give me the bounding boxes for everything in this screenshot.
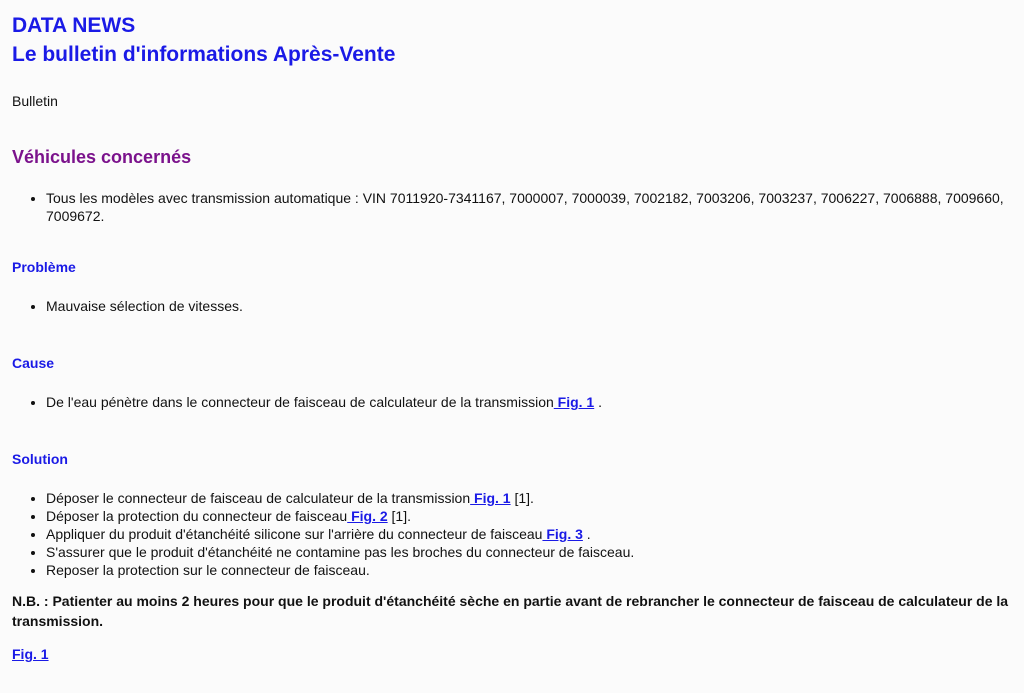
figure-section — [12, 645, 1012, 663]
solution-fig2-link[interactable]: Fig. 2 — [347, 508, 388, 524]
problem-heading: Problème — [12, 259, 76, 275]
vehicle-item: • Tous les modèles avec transmission automatique : VIN 7011920-7341167, 7000007, 7000039, 7002182, 7003206, 7003237, 7006227, 7006888, 7009660, 7009672. — [46, 189, 1012, 225]
solution-fig1-link[interactable]: Fig. 1 — [470, 490, 511, 506]
solution-list — [12, 489, 1012, 579]
solution-heading: Solution — [12, 451, 68, 467]
solution-step-suffix: . — [582, 526, 591, 542]
solution-step — [46, 525, 1012, 543]
cause-text: De l'eau pénètre dans le connecteur de faisceau de calculateur de la transmission — [46, 394, 554, 410]
solution-step-suffix: [1]. — [387, 508, 412, 524]
solution-step — [46, 507, 1012, 525]
vehicles-heading: Véhicules concernés — [12, 147, 192, 167]
brand-title: DATA NEWS — [12, 14, 136, 37]
cause-heading: Cause — [12, 355, 55, 371]
note-warning: N.B. : Patienter au moins 2 heures pour que le produit d'étanchéité sèche en partie avant de rebrancher le connecteur de faisceau de calculateur de la transmission. — [12, 593, 1009, 629]
cause-item — [46, 393, 1012, 411]
solution-step-text: Déposer le connecteur de faisceau de calculateur de la transmission — [46, 490, 471, 506]
solution-step-text: Déposer la protection du connecteur de faisceau — [46, 508, 348, 524]
figure-1-link[interactable]: Fig. 1 — [12, 646, 49, 662]
solution-step-text: S'assurer que le produit d'étanchéité ne contamine pas les broches du connecteur de faisceau. — [46, 544, 635, 560]
document-type: Bulletin — [12, 93, 58, 109]
cause-fig1-link[interactable]: Fig. 1 — [553, 394, 595, 410]
solution-step — [46, 489, 1012, 507]
solution-step-suffix: [1]. — [510, 490, 534, 506]
solution-step — [46, 561, 1012, 579]
solution-step-text: Appliquer du produit d'étanchéité silicone sur l'arrière du connecteur de faisceau — [46, 526, 543, 542]
problem-list — [12, 297, 1012, 315]
vehicles-list — [12, 189, 1012, 225]
problem-item: • Mauvaise sélection de vitesses. — [46, 297, 1012, 315]
solution-step — [46, 543, 1012, 561]
cause-list — [12, 393, 1012, 411]
cause-suffix: . — [594, 394, 602, 410]
solution-step-text: Reposer la protection sur le connecteur de faisceau. — [46, 562, 370, 578]
solution-fig3-link[interactable]: Fig. 3 — [542, 526, 583, 542]
bulletin-subtitle: Le bulletin d'informations Après-Vente — [12, 43, 396, 66]
